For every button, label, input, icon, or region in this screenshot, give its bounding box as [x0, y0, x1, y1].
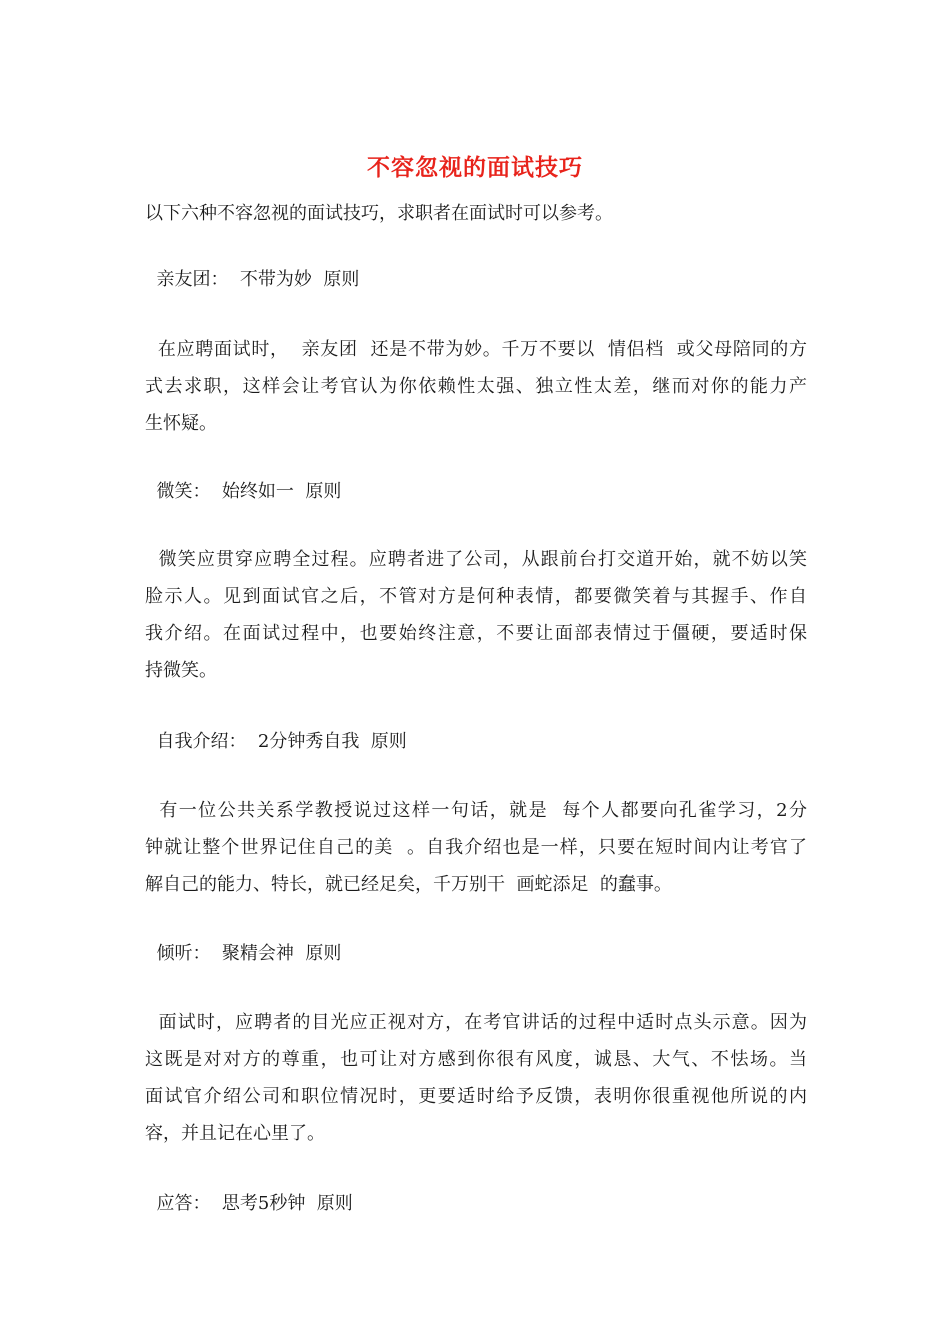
- paragraph-line: 面试官介绍公司和职位情况时，更要适时给予反馈，表明你很重视他所说的内: [145, 1086, 807, 1107]
- section-body-smile: [145, 541, 807, 689]
- section-heading-listening: 倾听： 聚精会神 原则: [145, 943, 342, 964]
- section-heading-self-intro: 自我介绍： 2分钟秀自我 原则: [145, 731, 407, 752]
- section-heading-answering: 应答： 思考5秒钟 原则: [145, 1193, 353, 1214]
- section-body-self-intro: [145, 792, 807, 903]
- section-body-relatives: [145, 331, 807, 442]
- section-heading-relatives: 亲友团： 不带为妙 原则: [145, 269, 360, 290]
- section-body-listening: [145, 1004, 807, 1152]
- paragraph-line: 在应聘面试时， 亲友团 还是不带为妙。千万不要以 情侣档 或父母陪同的方: [145, 339, 807, 360]
- paragraph-line: 我介绍。在面试过程中，也要始终注意，不要让面部表情过于僵硬，要适时保: [145, 623, 807, 644]
- paragraph-line: 面试时，应聘者的目光应正视对方，在考官讲话的过程中适时点头示意。因为: [145, 1012, 807, 1033]
- paragraph-line: 式去求职，这样会让考官认为你依赖性太强、独立性太差，继而对你的能力产: [145, 376, 807, 397]
- intro-paragraph: 以下六种不容忽视的面试技巧，求职者在面试时可以参考。: [145, 203, 613, 224]
- paragraph-line: 这既是对对方的尊重，也可让对方感到你很有风度，诚恳、大气、不怯场。当: [145, 1049, 807, 1070]
- paragraph-line: 解自己的能力、特长，就已经足矣，千万别干 画蛇添足 的蠢事。: [145, 874, 672, 895]
- document-title: 不容忽视的面试技巧: [367, 154, 583, 181]
- paragraph-line: 持微笑。: [145, 660, 217, 681]
- paragraph-line: 容，并且记在心里了。: [145, 1123, 325, 1144]
- paragraph-line: 生怀疑。: [145, 413, 217, 434]
- paragraph-line: 有一位公共关系学教授说过这样一句话，就是 每个人都要向孔雀学习，2分: [145, 800, 807, 821]
- paragraph-line: 脸示人。见到面试官之后，不管对方是何种表情，都要微笑着与其握手、作自: [145, 586, 807, 607]
- paragraph-line: 微笑应贯穿应聘全过程。应聘者进了公司，从跟前台打交道开始，就不妨以笑: [145, 549, 807, 570]
- paragraph-line: 钟就让整个世界记住自己的美 。自我介绍也是一样，只要在短时间内让考官了: [145, 837, 807, 858]
- section-heading-smile: 微笑： 始终如一 原则: [145, 481, 342, 502]
